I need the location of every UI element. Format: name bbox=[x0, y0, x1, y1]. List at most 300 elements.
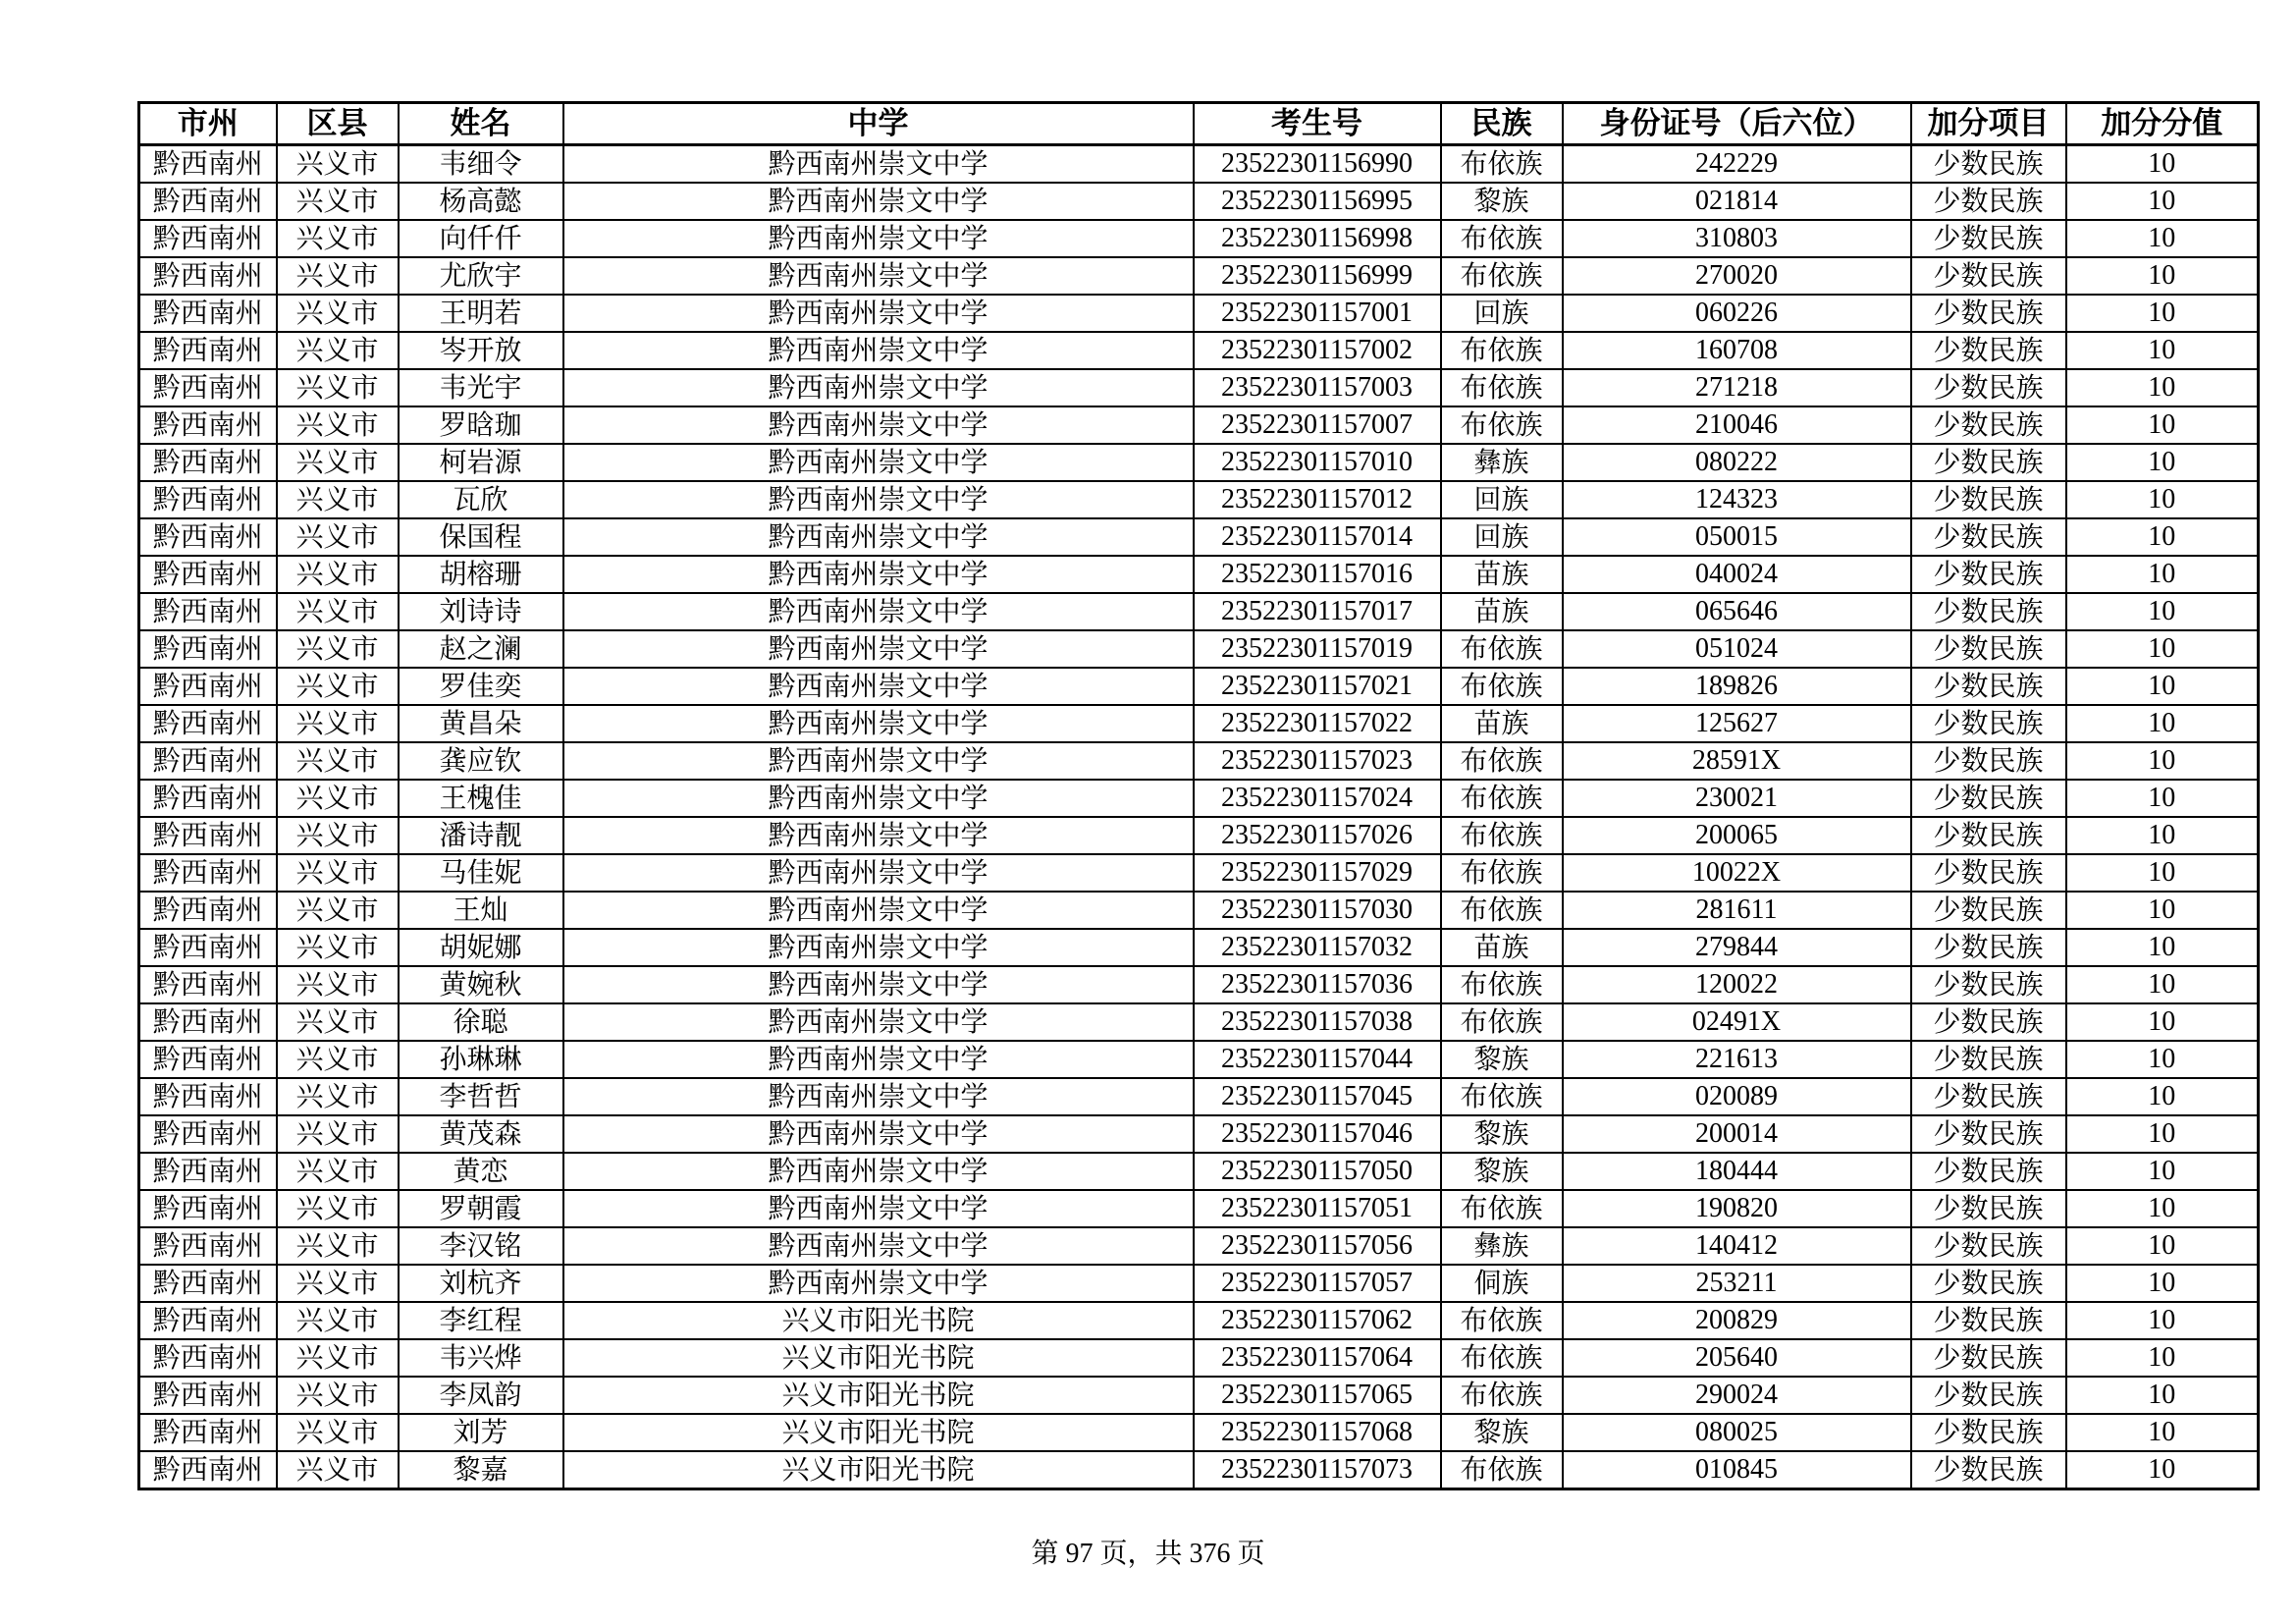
cell-name: 尤欣宇 bbox=[399, 257, 563, 295]
cell-bonus-item: 少数民族 bbox=[1911, 593, 2066, 630]
cell-ethnicity: 黎族 bbox=[1441, 183, 1563, 220]
table-header bbox=[139, 103, 2259, 145]
cell-school: 黔西南州崇文中学 bbox=[563, 295, 1194, 332]
student-bonus-table bbox=[137, 101, 2260, 1490]
cell-bonus-points: 10 bbox=[2066, 1377, 2259, 1414]
cell-school: 黔西南州崇文中学 bbox=[563, 1153, 1194, 1190]
cell-ethnicity: 黎族 bbox=[1441, 1041, 1563, 1078]
cell-school: 黔西南州崇文中学 bbox=[563, 593, 1194, 630]
cell-school: 黔西南州崇文中学 bbox=[563, 406, 1194, 444]
cell-bonus-points: 10 bbox=[2066, 1414, 2259, 1451]
cell-bonus-item: 少数民族 bbox=[1911, 1041, 2066, 1078]
cell-city: 黔西南州 bbox=[139, 1339, 277, 1377]
cell-bonus-points: 10 bbox=[2066, 630, 2259, 668]
header-bonus-item: 加分项目 bbox=[1911, 103, 2066, 145]
cell-ethnicity: 苗族 bbox=[1441, 593, 1563, 630]
cell-district: 兴义市 bbox=[277, 929, 399, 966]
table-row bbox=[139, 705, 2259, 742]
cell-name: 潘诗靓 bbox=[399, 817, 563, 854]
cell-city: 黔西南州 bbox=[139, 183, 277, 220]
cell-school: 黔西南州崇文中学 bbox=[563, 1115, 1194, 1153]
table-row bbox=[139, 854, 2259, 892]
cell-district: 兴义市 bbox=[277, 780, 399, 817]
cell-id-last-six: 020089 bbox=[1563, 1078, 1911, 1115]
cell-id-last-six: 120022 bbox=[1563, 966, 1911, 1003]
cell-city: 黔西南州 bbox=[139, 705, 277, 742]
cell-bonus-points: 10 bbox=[2066, 406, 2259, 444]
cell-district: 兴义市 bbox=[277, 593, 399, 630]
cell-bonus-points: 10 bbox=[2066, 742, 2259, 780]
cell-city: 黔西南州 bbox=[139, 369, 277, 406]
cell-school: 黔西南州崇文中学 bbox=[563, 145, 1194, 184]
cell-bonus-item: 少数民族 bbox=[1911, 1115, 2066, 1153]
cell-district: 兴义市 bbox=[277, 1451, 399, 1489]
table-row bbox=[139, 1339, 2259, 1377]
cell-bonus-item: 少数民族 bbox=[1911, 444, 2066, 481]
cell-name: 孙琳琳 bbox=[399, 1041, 563, 1078]
cell-bonus-item: 少数民族 bbox=[1911, 481, 2066, 518]
table-row bbox=[139, 444, 2259, 481]
cell-ethnicity: 布依族 bbox=[1441, 742, 1563, 780]
cell-id-last-six: 080025 bbox=[1563, 1414, 1911, 1451]
cell-bonus-item: 少数民族 bbox=[1911, 257, 2066, 295]
cell-city: 黔西南州 bbox=[139, 406, 277, 444]
cell-name: 马佳妮 bbox=[399, 854, 563, 892]
cell-exam-number: 23522301157003 bbox=[1194, 369, 1441, 406]
table-row bbox=[139, 929, 2259, 966]
header-city: 市州 bbox=[139, 103, 277, 145]
cell-bonus-points: 10 bbox=[2066, 1190, 2259, 1227]
cell-city: 黔西南州 bbox=[139, 668, 277, 705]
cell-district: 兴义市 bbox=[277, 332, 399, 369]
cell-name: 黄昌朵 bbox=[399, 705, 563, 742]
cell-bonus-item: 少数民族 bbox=[1911, 518, 2066, 556]
cell-id-last-six: 080222 bbox=[1563, 444, 1911, 481]
cell-bonus-item: 少数民族 bbox=[1911, 892, 2066, 929]
header-row bbox=[139, 103, 2259, 145]
cell-district: 兴义市 bbox=[277, 1227, 399, 1265]
table-row bbox=[139, 1227, 2259, 1265]
cell-school: 黔西南州崇文中学 bbox=[563, 518, 1194, 556]
cell-bonus-points: 10 bbox=[2066, 220, 2259, 257]
cell-bonus-item: 少数民族 bbox=[1911, 295, 2066, 332]
cell-name: 罗晗珈 bbox=[399, 406, 563, 444]
cell-district: 兴义市 bbox=[277, 406, 399, 444]
cell-name: 瓦欣 bbox=[399, 481, 563, 518]
cell-name: 岑开放 bbox=[399, 332, 563, 369]
cell-ethnicity: 布依族 bbox=[1441, 892, 1563, 929]
cell-exam-number: 23522301157045 bbox=[1194, 1078, 1441, 1115]
cell-bonus-item: 少数民族 bbox=[1911, 556, 2066, 593]
cell-school: 黔西南州崇文中学 bbox=[563, 481, 1194, 518]
cell-school: 黔西南州崇文中学 bbox=[563, 220, 1194, 257]
footer-page-number: 97 bbox=[1065, 1539, 1094, 1569]
cell-exam-number: 23522301157017 bbox=[1194, 593, 1441, 630]
cell-bonus-points: 10 bbox=[2066, 593, 2259, 630]
cell-bonus-points: 10 bbox=[2066, 705, 2259, 742]
cell-ethnicity: 布依族 bbox=[1441, 966, 1563, 1003]
table-row bbox=[139, 183, 2259, 220]
cell-ethnicity: 布依族 bbox=[1441, 1003, 1563, 1041]
table-row bbox=[139, 481, 2259, 518]
cell-school: 兴义市阳光书院 bbox=[563, 1377, 1194, 1414]
cell-district: 兴义市 bbox=[277, 817, 399, 854]
cell-bonus-item: 少数民族 bbox=[1911, 1227, 2066, 1265]
cell-school: 黔西南州崇文中学 bbox=[563, 1190, 1194, 1227]
cell-bonus-points: 10 bbox=[2066, 257, 2259, 295]
cell-ethnicity: 彝族 bbox=[1441, 1227, 1563, 1265]
cell-exam-number: 23522301157001 bbox=[1194, 295, 1441, 332]
cell-bonus-item: 少数民族 bbox=[1911, 145, 2066, 184]
cell-name: 韦兴烨 bbox=[399, 1339, 563, 1377]
cell-district: 兴义市 bbox=[277, 257, 399, 295]
cell-school: 黔西南州崇文中学 bbox=[563, 780, 1194, 817]
table-row bbox=[139, 817, 2259, 854]
cell-ethnicity: 布依族 bbox=[1441, 817, 1563, 854]
cell-ethnicity: 布依族 bbox=[1441, 1302, 1563, 1339]
cell-city: 黔西南州 bbox=[139, 966, 277, 1003]
cell-name: 胡榕珊 bbox=[399, 556, 563, 593]
cell-city: 黔西南州 bbox=[139, 481, 277, 518]
cell-exam-number: 23522301157062 bbox=[1194, 1302, 1441, 1339]
cell-ethnicity: 布依族 bbox=[1441, 369, 1563, 406]
cell-exam-number: 23522301157065 bbox=[1194, 1377, 1441, 1414]
cell-district: 兴义市 bbox=[277, 854, 399, 892]
table-row bbox=[139, 220, 2259, 257]
cell-bonus-item: 少数民族 bbox=[1911, 929, 2066, 966]
cell-city: 黔西南州 bbox=[139, 1078, 277, 1115]
cell-bonus-item: 少数民族 bbox=[1911, 1265, 2066, 1302]
cell-ethnicity: 布依族 bbox=[1441, 332, 1563, 369]
cell-district: 兴义市 bbox=[277, 1003, 399, 1041]
cell-ethnicity: 布依族 bbox=[1441, 1190, 1563, 1227]
table-body bbox=[139, 145, 2259, 1489]
cell-bonus-points: 10 bbox=[2066, 892, 2259, 929]
header-name: 姓名 bbox=[399, 103, 563, 145]
cell-district: 兴义市 bbox=[277, 668, 399, 705]
cell-city: 黔西南州 bbox=[139, 780, 277, 817]
cell-bonus-item: 少数民族 bbox=[1911, 1302, 2066, 1339]
cell-ethnicity: 布依族 bbox=[1441, 1078, 1563, 1115]
cell-bonus-points: 10 bbox=[2066, 668, 2259, 705]
cell-city: 黔西南州 bbox=[139, 518, 277, 556]
cell-name: 李凤韵 bbox=[399, 1377, 563, 1414]
cell-id-last-six: 253211 bbox=[1563, 1265, 1911, 1302]
cell-school: 兴义市阳光书院 bbox=[563, 1451, 1194, 1489]
header-exam-number: 考生号 bbox=[1194, 103, 1441, 145]
cell-school: 黔西南州崇文中学 bbox=[563, 1003, 1194, 1041]
cell-school: 黔西南州崇文中学 bbox=[563, 929, 1194, 966]
cell-bonus-points: 10 bbox=[2066, 481, 2259, 518]
cell-bonus-points: 10 bbox=[2066, 854, 2259, 892]
cell-exam-number: 23522301157038 bbox=[1194, 1003, 1441, 1041]
cell-district: 兴义市 bbox=[277, 556, 399, 593]
cell-id-last-six: 010845 bbox=[1563, 1451, 1911, 1489]
cell-school: 黔西南州崇文中学 bbox=[563, 854, 1194, 892]
table-row bbox=[139, 892, 2259, 929]
cell-bonus-points: 10 bbox=[2066, 966, 2259, 1003]
cell-district: 兴义市 bbox=[277, 1377, 399, 1414]
cell-id-last-six: 28591X bbox=[1563, 742, 1911, 780]
cell-exam-number: 23522301157032 bbox=[1194, 929, 1441, 966]
cell-bonus-points: 10 bbox=[2066, 817, 2259, 854]
cell-school: 黔西南州崇文中学 bbox=[563, 369, 1194, 406]
cell-exam-number: 23522301157019 bbox=[1194, 630, 1441, 668]
cell-school: 黔西南州崇文中学 bbox=[563, 1227, 1194, 1265]
cell-bonus-item: 少数民族 bbox=[1911, 1190, 2066, 1227]
cell-city: 黔西南州 bbox=[139, 332, 277, 369]
cell-bonus-item: 少数民族 bbox=[1911, 220, 2066, 257]
cell-city: 黔西南州 bbox=[139, 1302, 277, 1339]
cell-name: 李红程 bbox=[399, 1302, 563, 1339]
cell-ethnicity: 黎族 bbox=[1441, 1414, 1563, 1451]
cell-exam-number: 23522301157010 bbox=[1194, 444, 1441, 481]
cell-bonus-item: 少数民族 bbox=[1911, 1377, 2066, 1414]
cell-ethnicity: 布依族 bbox=[1441, 1339, 1563, 1377]
cell-name: 王灿 bbox=[399, 892, 563, 929]
cell-id-last-six: 221613 bbox=[1563, 1041, 1911, 1078]
cell-id-last-six: 02491X bbox=[1563, 1003, 1911, 1041]
cell-id-last-six: 200014 bbox=[1563, 1115, 1911, 1153]
cell-exam-number: 23522301157051 bbox=[1194, 1190, 1441, 1227]
cell-bonus-points: 10 bbox=[2066, 145, 2259, 184]
cell-district: 兴义市 bbox=[277, 742, 399, 780]
cell-name: 刘诗诗 bbox=[399, 593, 563, 630]
cell-exam-number: 23522301157068 bbox=[1194, 1414, 1441, 1451]
cell-district: 兴义市 bbox=[277, 518, 399, 556]
cell-id-last-six: 180444 bbox=[1563, 1153, 1911, 1190]
cell-name: 赵之澜 bbox=[399, 630, 563, 668]
cell-bonus-item: 少数民族 bbox=[1911, 1451, 2066, 1489]
cell-city: 黔西南州 bbox=[139, 892, 277, 929]
cell-id-last-six: 065646 bbox=[1563, 593, 1911, 630]
cell-exam-number: 23522301157073 bbox=[1194, 1451, 1441, 1489]
cell-city: 黔西南州 bbox=[139, 1190, 277, 1227]
cell-city: 黔西南州 bbox=[139, 630, 277, 668]
cell-id-last-six: 310803 bbox=[1563, 220, 1911, 257]
table-row bbox=[139, 556, 2259, 593]
cell-ethnicity: 侗族 bbox=[1441, 1265, 1563, 1302]
cell-school: 黔西南州崇文中学 bbox=[563, 183, 1194, 220]
cell-city: 黔西南州 bbox=[139, 1115, 277, 1153]
cell-exam-number: 23522301157056 bbox=[1194, 1227, 1441, 1265]
table-row bbox=[139, 1078, 2259, 1115]
cell-exam-number: 23522301157002 bbox=[1194, 332, 1441, 369]
cell-bonus-points: 10 bbox=[2066, 780, 2259, 817]
cell-district: 兴义市 bbox=[277, 892, 399, 929]
cell-bonus-points: 10 bbox=[2066, 1302, 2259, 1339]
cell-city: 黔西南州 bbox=[139, 593, 277, 630]
cell-city: 黔西南州 bbox=[139, 929, 277, 966]
cell-school: 黔西南州崇文中学 bbox=[563, 742, 1194, 780]
cell-id-last-six: 051024 bbox=[1563, 630, 1911, 668]
table-row bbox=[139, 1153, 2259, 1190]
cell-district: 兴义市 bbox=[277, 481, 399, 518]
cell-bonus-item: 少数民族 bbox=[1911, 332, 2066, 369]
cell-school: 兴义市阳光书院 bbox=[563, 1302, 1194, 1339]
cell-exam-number: 23522301157022 bbox=[1194, 705, 1441, 742]
cell-exam-number: 23522301156998 bbox=[1194, 220, 1441, 257]
cell-city: 黔西南州 bbox=[139, 556, 277, 593]
cell-bonus-points: 10 bbox=[2066, 1227, 2259, 1265]
cell-bonus-points: 10 bbox=[2066, 1041, 2259, 1078]
cell-name: 王明若 bbox=[399, 295, 563, 332]
cell-city: 黔西南州 bbox=[139, 1265, 277, 1302]
table-row bbox=[139, 257, 2259, 295]
cell-bonus-points: 10 bbox=[2066, 1451, 2259, 1489]
cell-exam-number: 23522301157064 bbox=[1194, 1339, 1441, 1377]
cell-name: 李哲哲 bbox=[399, 1078, 563, 1115]
cell-id-last-six: 125627 bbox=[1563, 705, 1911, 742]
cell-id-last-six: 040024 bbox=[1563, 556, 1911, 593]
cell-name: 黄婉秋 bbox=[399, 966, 563, 1003]
cell-bonus-points: 10 bbox=[2066, 929, 2259, 966]
cell-city: 黔西南州 bbox=[139, 817, 277, 854]
header-id-last-six: 身份证号（后六位） bbox=[1563, 103, 1911, 145]
cell-district: 兴义市 bbox=[277, 1302, 399, 1339]
table-row bbox=[139, 1190, 2259, 1227]
cell-bonus-points: 10 bbox=[2066, 556, 2259, 593]
cell-id-last-six: 190820 bbox=[1563, 1190, 1911, 1227]
header-bonus-points: 加分分值 bbox=[2066, 103, 2259, 145]
cell-id-last-six: 290024 bbox=[1563, 1377, 1911, 1414]
table-row bbox=[139, 668, 2259, 705]
cell-exam-number: 23522301157023 bbox=[1194, 742, 1441, 780]
cell-district: 兴义市 bbox=[277, 1339, 399, 1377]
cell-bonus-points: 10 bbox=[2066, 332, 2259, 369]
cell-id-last-six: 270020 bbox=[1563, 257, 1911, 295]
cell-school: 兴义市阳光书院 bbox=[563, 1414, 1194, 1451]
cell-school: 黔西南州崇文中学 bbox=[563, 556, 1194, 593]
table-row bbox=[139, 593, 2259, 630]
cell-city: 黔西南州 bbox=[139, 444, 277, 481]
cell-id-last-six: 10022X bbox=[1563, 854, 1911, 892]
cell-name: 罗佳奕 bbox=[399, 668, 563, 705]
table-row bbox=[139, 1003, 2259, 1041]
cell-bonus-points: 10 bbox=[2066, 444, 2259, 481]
cell-ethnicity: 彝族 bbox=[1441, 444, 1563, 481]
table-row bbox=[139, 295, 2259, 332]
cell-name: 黄恋 bbox=[399, 1153, 563, 1190]
cell-bonus-points: 10 bbox=[2066, 1115, 2259, 1153]
cell-bonus-item: 少数民族 bbox=[1911, 668, 2066, 705]
cell-district: 兴义市 bbox=[277, 220, 399, 257]
cell-id-last-six: 200065 bbox=[1563, 817, 1911, 854]
cell-district: 兴义市 bbox=[277, 183, 399, 220]
cell-exam-number: 23522301157036 bbox=[1194, 966, 1441, 1003]
cell-id-last-six: 189826 bbox=[1563, 668, 1911, 705]
cell-exam-number: 23522301157057 bbox=[1194, 1265, 1441, 1302]
cell-name: 龚应钦 bbox=[399, 742, 563, 780]
cell-bonus-points: 10 bbox=[2066, 295, 2259, 332]
cell-school: 黔西南州崇文中学 bbox=[563, 444, 1194, 481]
cell-school: 黔西南州崇文中学 bbox=[563, 966, 1194, 1003]
cell-ethnicity: 苗族 bbox=[1441, 929, 1563, 966]
cell-city: 黔西南州 bbox=[139, 1003, 277, 1041]
cell-district: 兴义市 bbox=[277, 1414, 399, 1451]
cell-ethnicity: 布依族 bbox=[1441, 630, 1563, 668]
cell-ethnicity: 布依族 bbox=[1441, 1451, 1563, 1489]
cell-name: 保国程 bbox=[399, 518, 563, 556]
cell-bonus-points: 10 bbox=[2066, 1153, 2259, 1190]
table-row bbox=[139, 1414, 2259, 1451]
header-school: 中学 bbox=[563, 103, 1194, 145]
cell-name: 李汉铭 bbox=[399, 1227, 563, 1265]
cell-bonus-item: 少数民族 bbox=[1911, 1339, 2066, 1377]
cell-exam-number: 23522301157044 bbox=[1194, 1041, 1441, 1078]
cell-bonus-points: 10 bbox=[2066, 1078, 2259, 1115]
cell-school: 黔西南州崇文中学 bbox=[563, 630, 1194, 668]
cell-city: 黔西南州 bbox=[139, 295, 277, 332]
table-row bbox=[139, 1115, 2259, 1153]
cell-ethnicity: 布依族 bbox=[1441, 257, 1563, 295]
cell-name: 韦细令 bbox=[399, 145, 563, 184]
table-row bbox=[139, 518, 2259, 556]
cell-exam-number: 23522301156999 bbox=[1194, 257, 1441, 295]
cell-bonus-item: 少数民族 bbox=[1911, 369, 2066, 406]
cell-ethnicity: 回族 bbox=[1441, 295, 1563, 332]
cell-bonus-item: 少数民族 bbox=[1911, 630, 2066, 668]
cell-bonus-item: 少数民族 bbox=[1911, 780, 2066, 817]
table-row bbox=[139, 1302, 2259, 1339]
cell-bonus-item: 少数民族 bbox=[1911, 1153, 2066, 1190]
cell-city: 黔西南州 bbox=[139, 145, 277, 184]
cell-exam-number: 23522301157026 bbox=[1194, 817, 1441, 854]
cell-district: 兴义市 bbox=[277, 1078, 399, 1115]
cell-exam-number: 23522301157014 bbox=[1194, 518, 1441, 556]
cell-name: 徐聪 bbox=[399, 1003, 563, 1041]
header-district: 区县 bbox=[277, 103, 399, 145]
cell-school: 黔西南州崇文中学 bbox=[563, 257, 1194, 295]
footer-suffix: 页 bbox=[1237, 1539, 1265, 1569]
table-row bbox=[139, 966, 2259, 1003]
cell-bonus-item: 少数民族 bbox=[1911, 406, 2066, 444]
cell-district: 兴义市 bbox=[277, 1190, 399, 1227]
cell-exam-number: 23522301157030 bbox=[1194, 892, 1441, 929]
cell-bonus-item: 少数民族 bbox=[1911, 1078, 2066, 1115]
cell-school: 黔西南州崇文中学 bbox=[563, 1041, 1194, 1078]
cell-school: 黔西南州崇文中学 bbox=[563, 817, 1194, 854]
cell-exam-number: 23522301157016 bbox=[1194, 556, 1441, 593]
cell-id-last-six: 281611 bbox=[1563, 892, 1911, 929]
cell-bonus-item: 少数民族 bbox=[1911, 817, 2066, 854]
cell-bonus-item: 少数民族 bbox=[1911, 183, 2066, 220]
footer-middle: 页，共 bbox=[1099, 1539, 1183, 1569]
cell-ethnicity: 回族 bbox=[1441, 518, 1563, 556]
cell-exam-number: 23522301156990 bbox=[1194, 145, 1441, 184]
cell-id-last-six: 021814 bbox=[1563, 183, 1911, 220]
cell-district: 兴义市 bbox=[277, 966, 399, 1003]
table-row bbox=[139, 369, 2259, 406]
cell-name: 向仟仟 bbox=[399, 220, 563, 257]
cell-bonus-item: 少数民族 bbox=[1911, 1414, 2066, 1451]
cell-id-last-six: 279844 bbox=[1563, 929, 1911, 966]
cell-id-last-six: 230021 bbox=[1563, 780, 1911, 817]
cell-school: 黔西南州崇文中学 bbox=[563, 1078, 1194, 1115]
cell-id-last-six: 140412 bbox=[1563, 1227, 1911, 1265]
cell-id-last-six: 205640 bbox=[1563, 1339, 1911, 1377]
cell-city: 黔西南州 bbox=[139, 1041, 277, 1078]
cell-district: 兴义市 bbox=[277, 1265, 399, 1302]
cell-district: 兴义市 bbox=[277, 145, 399, 184]
cell-ethnicity: 布依族 bbox=[1441, 145, 1563, 184]
cell-school: 黔西南州崇文中学 bbox=[563, 892, 1194, 929]
cell-city: 黔西南州 bbox=[139, 1153, 277, 1190]
cell-id-last-six: 200829 bbox=[1563, 1302, 1911, 1339]
table-row bbox=[139, 406, 2259, 444]
page-footer bbox=[0, 1532, 2296, 1571]
cell-district: 兴义市 bbox=[277, 1115, 399, 1153]
